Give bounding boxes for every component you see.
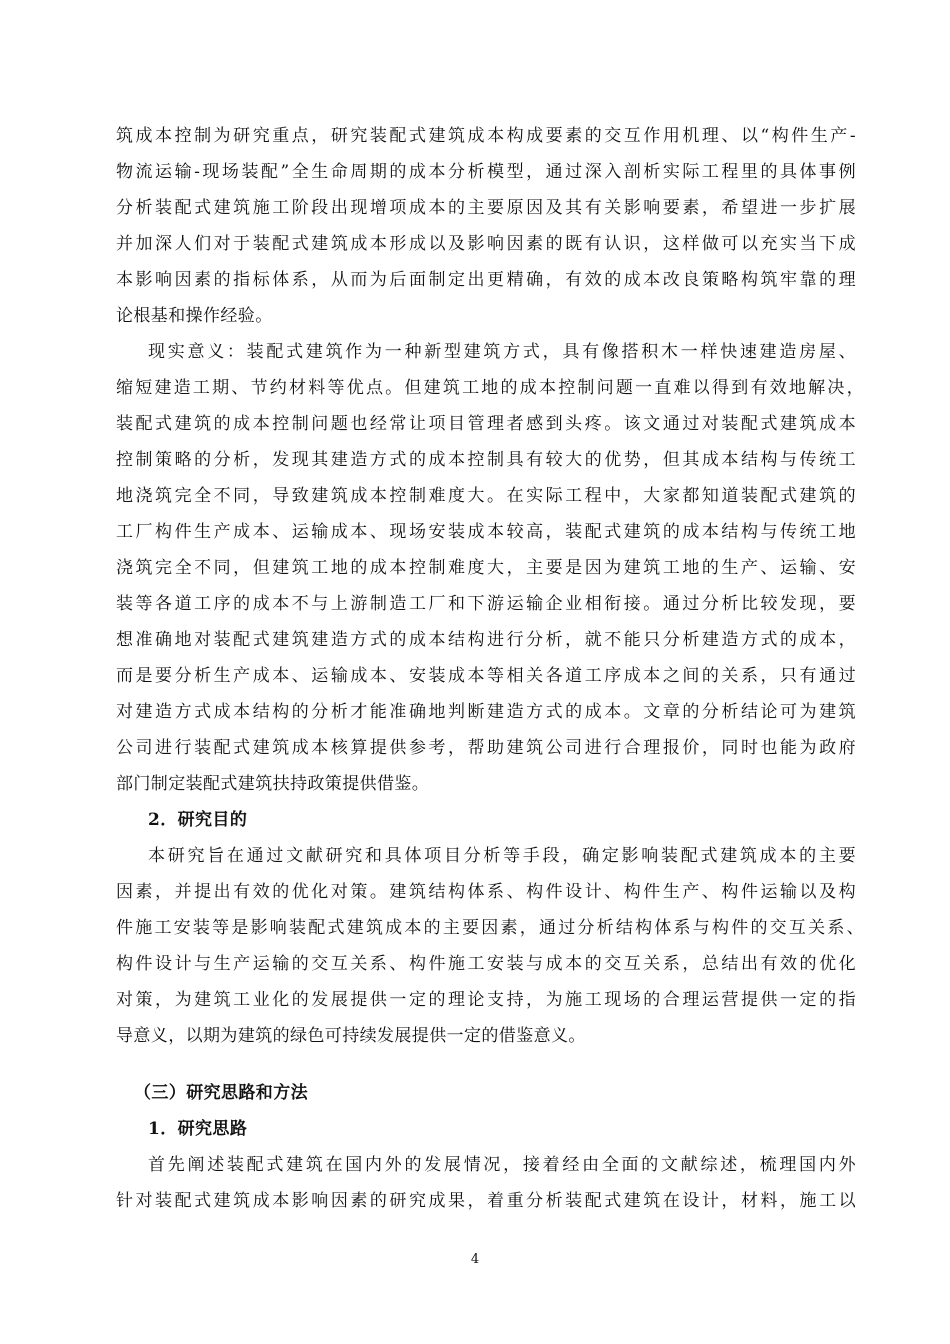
page-number: 4 <box>470 1252 480 1267</box>
text-line: 而是要分析生产成本、运输成本、安装成本等相关各道工序成本之间的关系，只有通过 <box>116 666 856 686</box>
text-line: 控制策略的分析，发现其建造方式的成本控制具有较大的优势，但其成本结构与传统工 <box>116 450 856 470</box>
text-line: 论根基和操作经验。 <box>116 306 273 326</box>
text-line: 构件设计与生产运输的交互关系、构件施工安装与成本的交互关系，总结出有效的优化 <box>116 954 856 974</box>
text-line: 物流运输-现场装配”全生命周期的成本分析模型，通过深入剖析实际工程里的具体事例 <box>116 162 856 182</box>
text-line: 装等各道工序的成本不与上游制造工厂和下游运输企业相衔接。通过分析比较发现，要 <box>116 594 856 614</box>
text-line: 部门制定装配式建筑扶持政策提供借鉴。 <box>116 774 430 794</box>
text-line: 并加深人们对于装配式建筑成本形成以及影响因素的既有认识，这样做可以充实当下成 <box>116 234 856 254</box>
text-line: 针对装配式建筑成本影响因素的研究成果，着重分析装配式建筑在设计，材料，施工以 <box>116 1191 856 1211</box>
text-line: 缩短建造工期、节约材料等优点。但建筑工地的成本控制问题一直难以得到有效地解决， <box>116 378 864 398</box>
text-line: 想准确地对装配式建筑建造方式的成本结构进行分析，就不能只分析建造方式的成本， <box>116 630 856 650</box>
text-line: 本研究旨在通过文献研究和具体项目分析等手段，确定影响装配式建筑成本的主要 <box>148 846 856 866</box>
text-line: 对策，为建筑工业化的发展提供一定的理论支持，为施工现场的合理运营提供一定的指 <box>116 990 856 1010</box>
text-line: 件施工安装等是影响装配式建筑成本的主要因素，通过分析结构体系与构件的交互关系、 <box>116 918 864 938</box>
section-heading: （三）研究思路和方法 <box>134 1083 308 1103</box>
text-line: 工厂构件生产成本、运输成本、现场安装成本较高，装配式建筑的成本结构与传统工地 <box>116 522 856 542</box>
text-line: 因素，并提出有效的优化对策。建筑结构体系、构件设计、构件生产、构件运输以及构 <box>116 882 856 902</box>
text-line: 地浇筑完全不同，导致建筑成本控制难度大。在实际工程中，大家都知道装配式建筑的 <box>116 486 856 506</box>
text-line: 首先阐述装配式建筑在国内外的发展情况，接着经由全面的文献综述，梳理国内外 <box>148 1155 856 1175</box>
section-heading: 1．研究思路 <box>148 1119 248 1139</box>
text-line: 本影响因素的指标体系，从而为后面制定出更精确，有效的成本改良策略构筑牢靠的理 <box>116 270 856 290</box>
text-line: 浇筑完全不同，但建筑工地的成本控制难度大，主要是因为建筑工地的生产、运输、安 <box>116 558 856 578</box>
text-line: 筑成本控制为研究重点，研究装配式建筑成本构成要素的交互作用机理、以“构件生产- <box>116 126 856 146</box>
text-line: 现实意义：装配式建筑作为一种新型建筑方式，具有像搭积木一样快速建造房屋、 <box>148 342 856 362</box>
text-line: 装配式建筑的成本控制问题也经常让项目管理者感到头疼。该文通过对装配式建筑成本 <box>116 414 856 434</box>
text-line: 公司进行装配式建筑成本核算提供参考，帮助建筑公司进行合理报价，同时也能为政府 <box>116 738 856 758</box>
text-line: 对建造方式成本结构的分析才能准确地判断建造方式的成本。文章的分析结论可为建筑 <box>116 702 856 722</box>
section-heading: 2．研究目的 <box>148 810 248 830</box>
text-line: 导意义，以期为建筑的绿色可持续发展提供一定的借鉴意义。 <box>116 1026 586 1046</box>
text-line: 分析装配式建筑施工阶段出现增项成本的主要原因及其有关影响要素，希望进一步扩展 <box>116 198 856 218</box>
